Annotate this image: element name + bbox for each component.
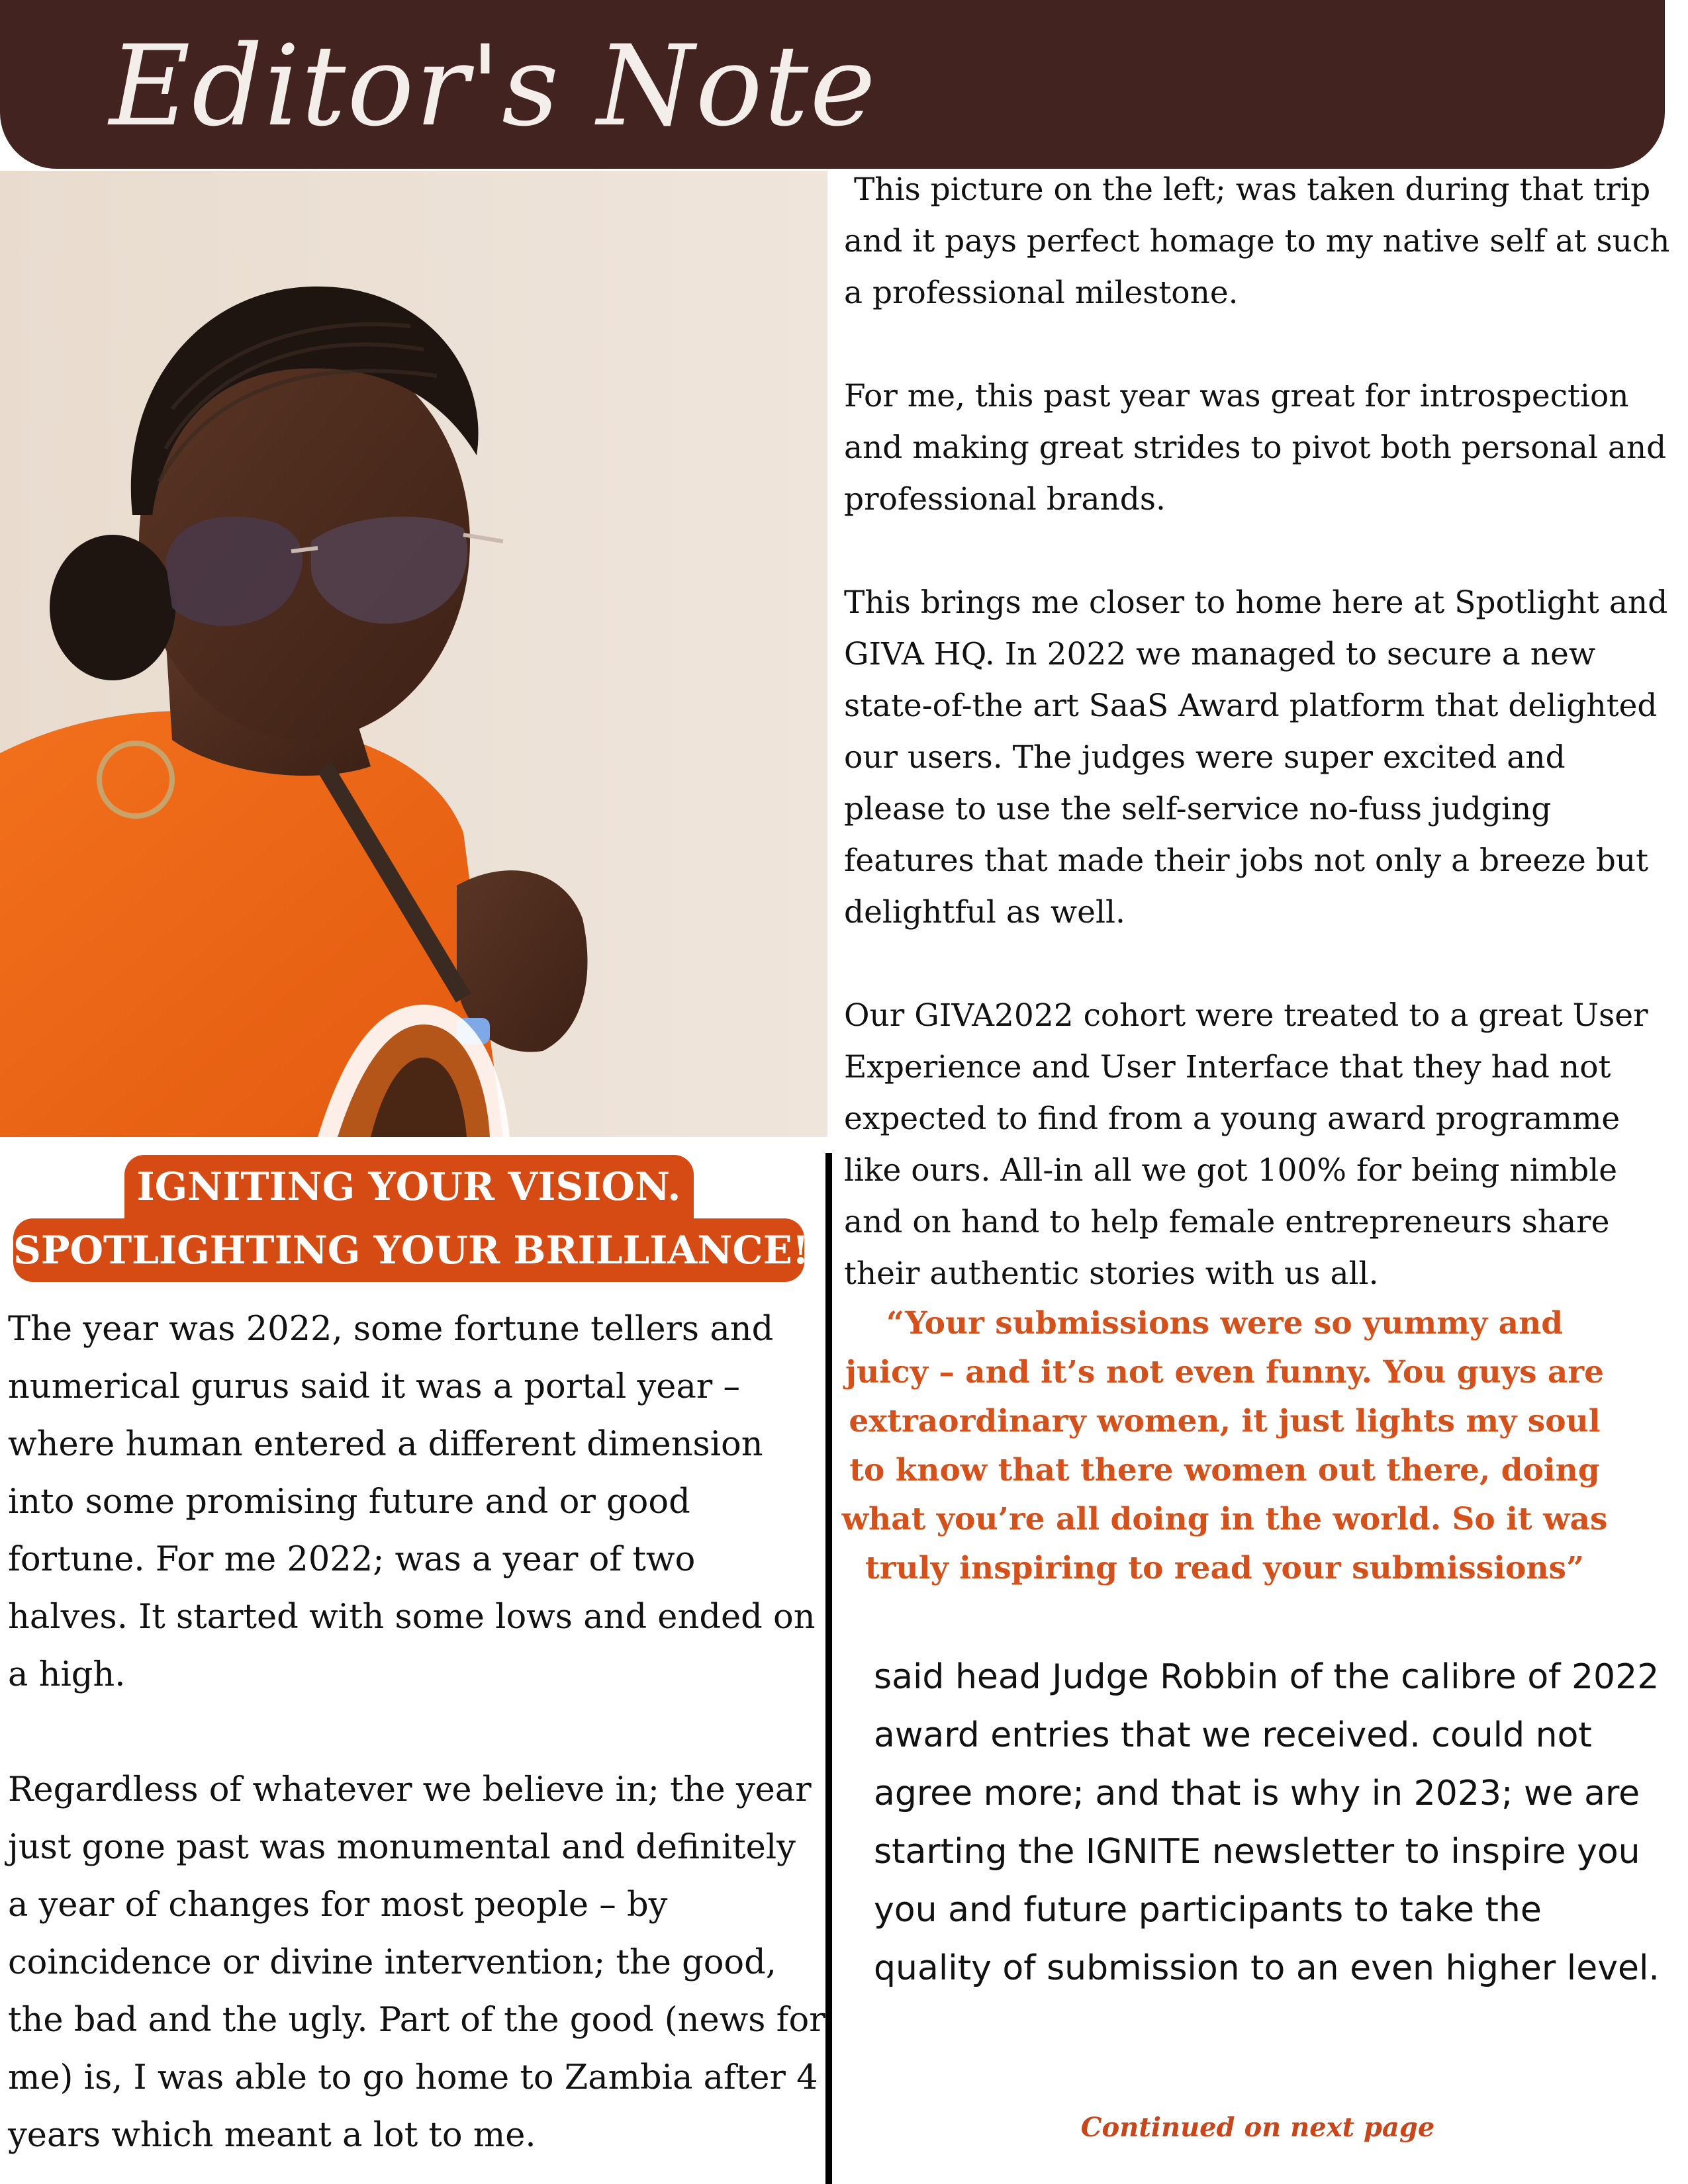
tagline-line-2: SPOTLIGHTING YOUR BRILLIANCE! [13,1218,804,1282]
page-title: Editor's Note [109,21,877,151]
quote-attribution-text: said head Judge Robbin of the calibre of 2022 award entries that we received. could not agree more; and that is why in 2023; we are starting the IGNITE newsletter to inspire you you and future participants to take the quality of submission to an even higher level. [874,1657,1660,1988]
judge-quote: “Your submissions were so yummy and juicy – and it’s not even funny. You guys are extraordinary women, it just lights my soul to know that there women out there, doing what you’re all doing in the world. So it was truly inspiring to read your submissions” [841,1305,1608,1586]
left-column-text [8,1300,825,2164]
right-paragraph: This picture on the left; was taken during that trip and it pays perfect homage to my native self at such a professional milestone. [844,171,1680,311]
right-paragraph: For me, this past year was great for introspection and making great strides to pivot both personal and professional brands. [844,378,1667,518]
editor-photo [0,171,827,1137]
right-paragraph: This brings me closer to home here at Spotlight and GIVA HQ. In 2022 we managed to secure a new state-of-the art SaaS Award platform that delighted our users. The judges were super excited and please to use the self-service no-fuss judging features that made their jobs not only a breeze but delightful as well. [844,584,1668,931]
left-paragraph: The year was 2022, some fortune tellers and numerical gurus said it was a portal year – where human entered a different dimension into some promising future and or good fortune. For me 2022; was a year of two halves. It started with some lows and ended on a high. [8,1310,816,1694]
right-column-text [844,164,1680,1300]
tagline-line-1: IGNITING YOUR VISION. [124,1155,694,1218]
continued-link[interactable]: Continued on next page [1080,2112,1435,2143]
tagline-banner [13,1155,810,1300]
right-paragraph: Our GIVA2022 cohort were treated to a great User Experience and User Interface that they had not expected to find from a young award programme like ours. All-in all we got 100% for being nimble and on hand to help female entrepreneurs share their authentic stories with us all. [844,997,1648,1292]
column-divider [825,1153,832,2184]
left-paragraph: Regardless of whatever we believe in; the year just gone past was monumental and definitely a year of changes for most people – by coincidence or divine intervention; the good, the bad and the ugly. Part of the good (news for me) is, I was able to go home to Zambia after 4 years which meant a lot to me. [8,1770,825,2155]
